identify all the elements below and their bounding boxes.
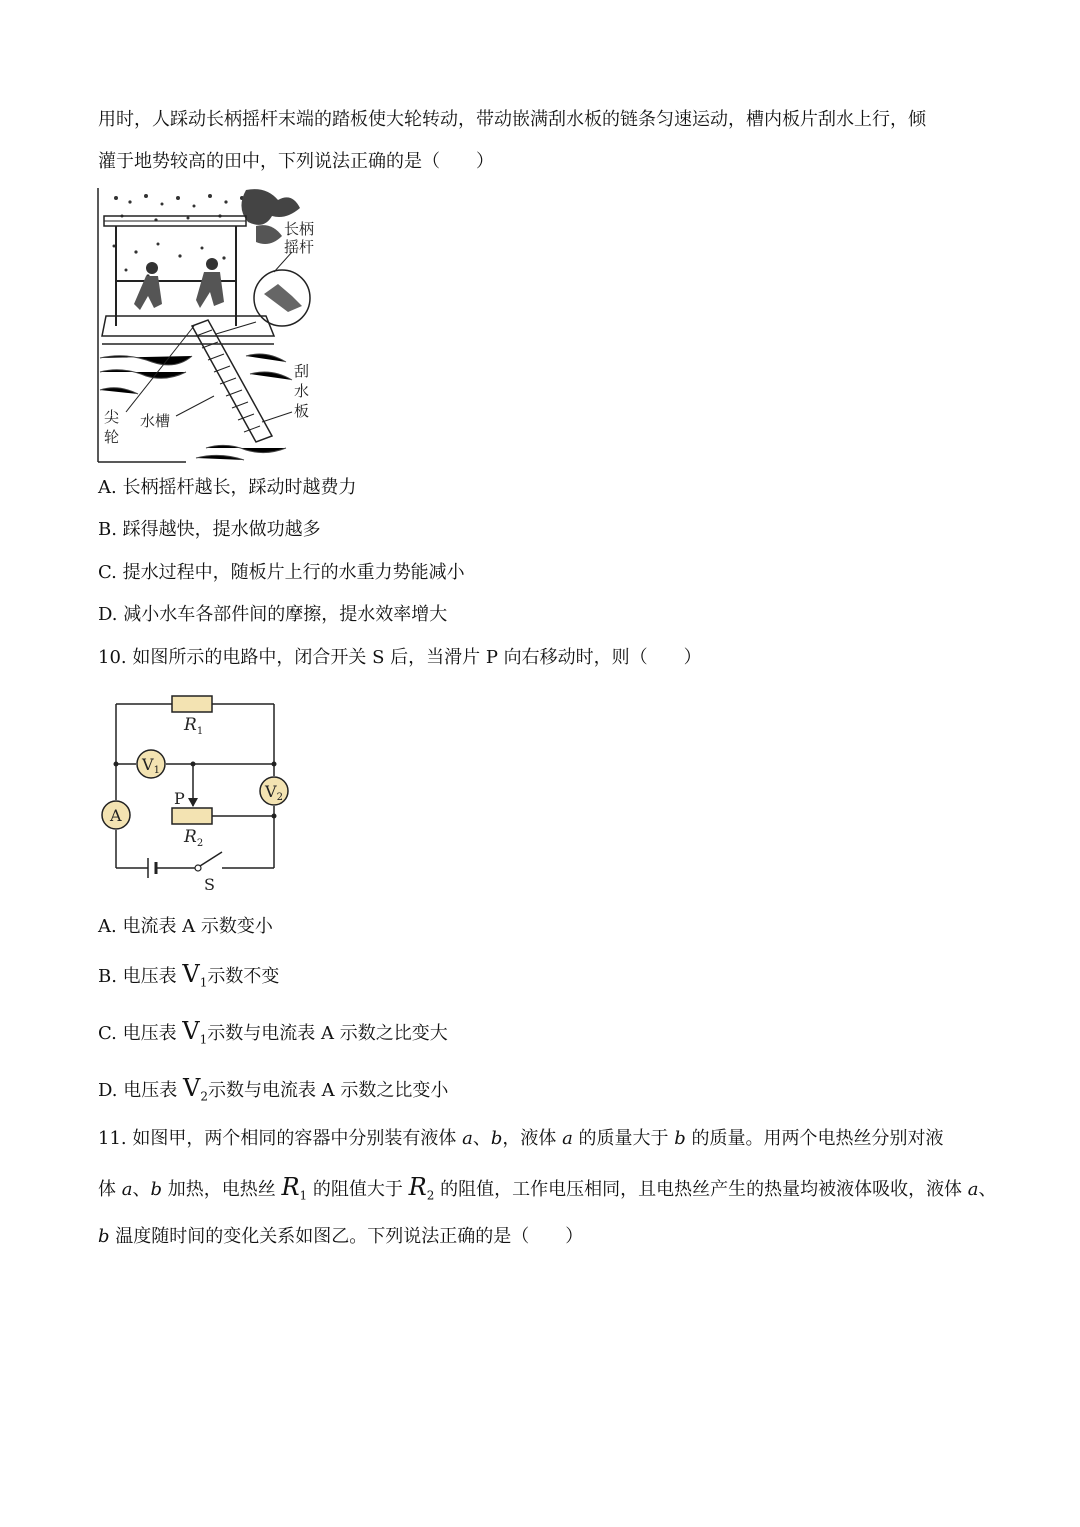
q11-l2-r2-sub: 2 [426, 1188, 435, 1203]
q10-stem: 10. 如图所示的电路中，闭合开关 S 后，当滑片 P 向右移动时，则（ ） [98, 647, 702, 668]
q11-l2-c: 加热，电热丝 [162, 1179, 282, 1200]
r1-sub: 1 [196, 726, 204, 737]
resistor-r1 [172, 696, 212, 712]
q10-option-b-var: V [182, 960, 200, 988]
q10-option-d-prefix: D. 电压表 [98, 1080, 183, 1101]
q10-option-d-suffix: 示数与电流表 A 示数之比变小 [207, 1080, 449, 1101]
slider-label: P [174, 789, 185, 808]
q11-l1-b: 、 [472, 1128, 491, 1149]
q11-l1-va: a [462, 1128, 473, 1149]
v2-sub: 2 [276, 792, 283, 803]
q10-option-c-prefix: C. 电压表 [98, 1023, 183, 1044]
label-tip-wheel-1: 尖 [104, 408, 120, 426]
q10-option-c-suffix: 示数与电流表 A 示数之比变大 [207, 1023, 448, 1044]
q10-option-b-sub: 1 [199, 975, 208, 990]
label-long-handle-1: 长柄 [284, 220, 315, 238]
label-scraper-2: 水 [294, 382, 310, 400]
q11-l2-r1-sub: 1 [299, 1188, 308, 1203]
label-long-handle-2: 摇杆 [284, 238, 315, 256]
svg-text:R1 [183, 715, 203, 737]
q9-option-a: A. 长柄摇杆越长，踩动时越费力 [98, 477, 357, 498]
q11-l1-vb2: b [674, 1128, 686, 1149]
q10-option-c-var: V [182, 1017, 200, 1045]
q11-l3-a: 温度随时间的变化关系如图乙。下列说法正确的是（ ） [109, 1226, 584, 1247]
q11-l2-d: 的阻值大于 [307, 1179, 409, 1200]
ammeter-label: A [110, 806, 122, 825]
q9-stem-line-2: 灌于地势较高的田中，下列说法正确的是（ ） [98, 151, 494, 172]
q10-option-d [98, 1076, 448, 1109]
circuit-diagram [96, 690, 296, 895]
q10-option-a: A. 电流表 A 示数变小 [98, 916, 273, 937]
r2-letter: R [184, 827, 197, 847]
v1-letter: V [142, 755, 154, 774]
q9-option-d: D. 减小水车各部件间的摩擦，提水效率增大 [98, 604, 448, 625]
q11-l2-va: a [121, 1179, 133, 1200]
q11-l2-vb: b [150, 1179, 162, 1200]
q11-l2-b: 、 [132, 1179, 151, 1200]
q11-l2-f: 、 [978, 1179, 997, 1200]
label-scraper-3: 板 [294, 402, 310, 420]
q11-stem-line-2 [98, 1175, 997, 1208]
q9-option-b: B. 踩得越快，提水做功越多 [98, 519, 321, 540]
q11-l1-va2: a [562, 1128, 573, 1149]
q10-option-d-sub: 2 [200, 1089, 208, 1104]
svg-text:R2 [183, 827, 203, 849]
q11-l1-e: 的质量。用两个电热丝分别对液 [685, 1128, 944, 1149]
q11-l2-r1: R [281, 1173, 300, 1201]
q9-option-c: C. 提水过程中，随板片上行的水重力势能减小 [98, 562, 465, 583]
r2-sub: 2 [196, 838, 204, 849]
q11-stem-line-3 [98, 1225, 583, 1249]
q11-l3-vb: b [98, 1226, 110, 1247]
q11-l1-d: 的质量大于 [572, 1128, 675, 1149]
label-scraper-1: 刮 [294, 362, 310, 380]
q11-l2-a: 体 [98, 1179, 122, 1200]
resistor-r2 [172, 808, 212, 824]
q11-l1-c: ，液体 [502, 1128, 563, 1149]
label-trough: 水槽 [140, 412, 171, 430]
q10-option-b-prefix: B. 电压表 [98, 966, 183, 987]
q11-l1-vb: b [490, 1128, 503, 1149]
q11-l2-r2: R [408, 1173, 427, 1201]
waterwheel-illustration [96, 186, 326, 466]
label-tip-wheel-2: 轮 [104, 428, 120, 446]
v2-letter: V [265, 782, 277, 801]
q10-option-b-suffix: 示数不变 [207, 966, 280, 987]
q10-option-b [98, 962, 279, 995]
q11-l2-va2: a [967, 1179, 979, 1200]
v1-sub: 1 [153, 765, 160, 776]
switch-label: S [204, 875, 215, 894]
q11-l1-a: 11. 如图甲，两个相同的容器中分别装有液体 [98, 1128, 463, 1149]
r1-letter: R [184, 715, 197, 735]
q9-stem-line-1: 用时，人踩动长柄摇杆末端的踏板使大轮转动，带动嵌满刮水板的链条匀速运动，槽内板片刮水上行，倾 [98, 109, 926, 130]
q11-stem-line-1 [98, 1127, 944, 1151]
q11-l2-e: 的阻值，工作电压相同，且电热丝产生的热量均被液体吸收，液体 [434, 1179, 968, 1200]
q10-option-d-var: V [182, 1074, 201, 1102]
q10-option-c-sub: 1 [199, 1032, 208, 1047]
q10-option-c [98, 1019, 448, 1052]
